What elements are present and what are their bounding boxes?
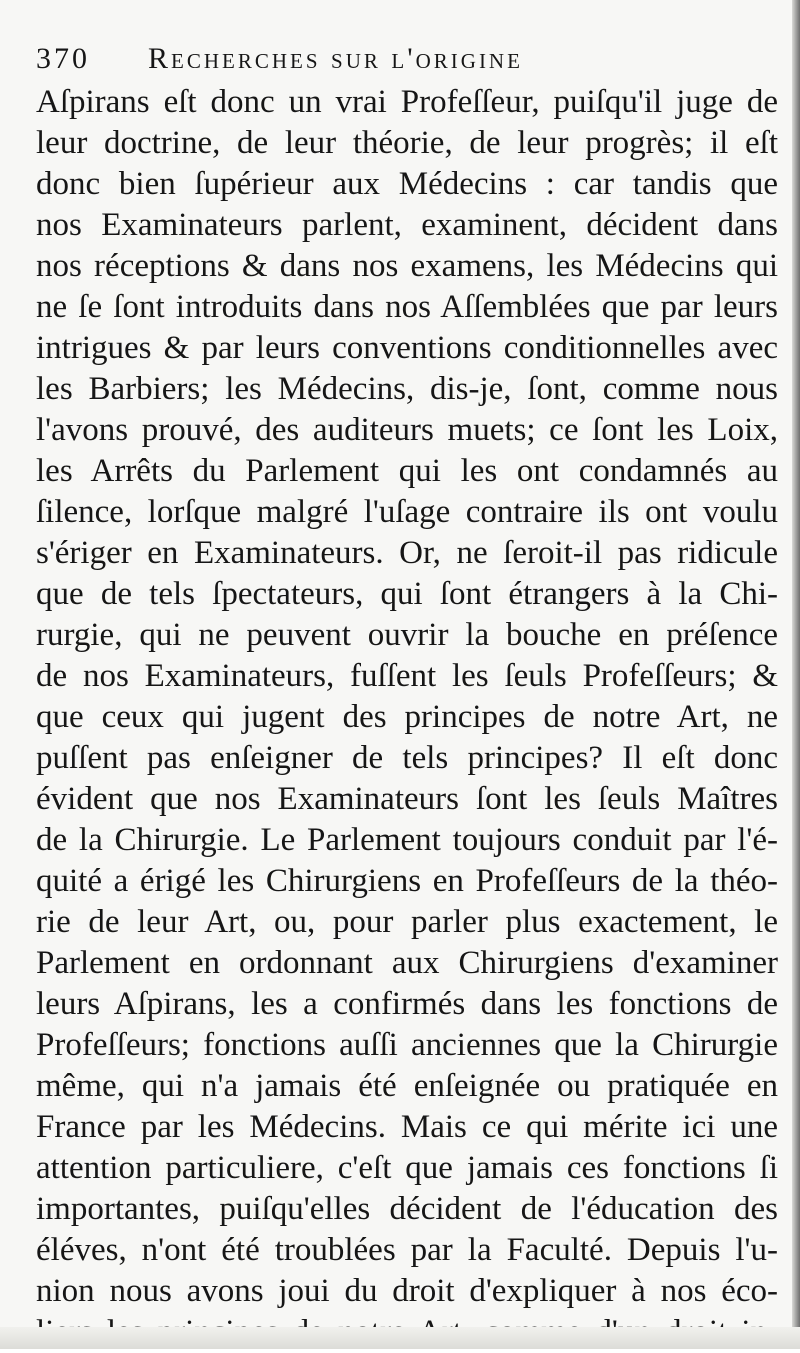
text-line: rurgie, qui ne peuvent ouvrir la bouche en préſence <box>36 617 778 653</box>
text-line: ne ſe ſont introduits dans nos Aſſemblées que par leurs <box>36 289 778 325</box>
text-line: puſſent pas enſeigner de tels principes? Il eſt donc <box>36 740 778 776</box>
text-line: même, qui n'a jamais été enſeignée ou pratiquée en <box>36 1068 778 1104</box>
body-text <box>36 82 778 1353</box>
text-line: ſilence, lorſque malgré l'uſage contraire ils ont voulu <box>36 494 778 530</box>
running-title: Recherches sur l'origine <box>148 42 523 75</box>
text-line: que de tels ſpectateurs, qui ſont étrangers à la Chi- <box>36 576 778 612</box>
text-line: éléves, n'ont été troublées par la Faculté. Depuis l'u- <box>36 1232 778 1268</box>
text-line: évident que nos Examinateurs ſont les ſeuls Maîtres <box>36 781 778 817</box>
page-bottom-margin <box>0 1327 800 1349</box>
text-line: nos réceptions & dans nos examens, les Médecins qui <box>36 248 778 284</box>
text-line: donc bien ſupérieur aux Médecins : car tandis que <box>36 166 778 202</box>
text-line: France par les Médecins. Mais ce qui mérite ici une <box>36 1109 778 1145</box>
page-header <box>36 40 776 84</box>
text-line: de nos Examinateurs, fuſſent les ſeuls Profeſſeurs; & <box>36 658 778 694</box>
text-line: les Arrêts du Parlement qui les ont condamnés au <box>36 453 778 489</box>
text-line: Profeſſeurs; fonctions auſſi anciennes que la Chirurgie <box>36 1027 778 1063</box>
text-line: Aſpirans eſt donc un vrai Profeſſeur, puiſqu'il juge de <box>36 84 778 120</box>
text-line: leur doctrine, de leur théorie, de leur progrès; il eſt <box>36 125 778 161</box>
text-line: s'ériger en Examinateurs. Or, ne ſeroit-il pas ridicule <box>36 535 778 571</box>
text-line: leurs Aſpirans, les a confirmés dans les fonctions de <box>36 986 778 1022</box>
page-edge-shadow <box>792 0 800 1349</box>
text-line: Parlement en ordonnant aux Chirurgiens d'examiner <box>36 945 778 981</box>
text-line: attention particuliere, c'eſt que jamais ces fonctions ſi <box>36 1150 778 1186</box>
text-line: rie de leur Art, ou, pour parler plus exactement, le <box>36 904 778 940</box>
text-line: quité a érigé les Chirurgiens en Profeſſeurs de la théo- <box>36 863 778 899</box>
text-line: de la Chirurgie. Le Parlement toujours conduit par l'é- <box>36 822 778 858</box>
page-number: 370 <box>36 42 90 75</box>
text-line: intrigues & par leurs conventions conditionnelles avec <box>36 330 778 366</box>
text-line: nos Examinateurs parlent, examinent, décident dans <box>36 207 778 243</box>
text-line: nion nous avons joui du droit d'expliquer à nos éco- <box>36 1273 778 1309</box>
text-line: que ceux qui jugent des principes de notre Art, ne <box>36 699 778 735</box>
text-line: les Barbiers; les Médecins, dis-je, ſont, comme nous <box>36 371 778 407</box>
text-line: importantes, puiſqu'elles décident de l'éducation des <box>36 1191 778 1227</box>
text-line: l'avons prouvé, des auditeurs muets; ce ſont les Loix, <box>36 412 778 448</box>
